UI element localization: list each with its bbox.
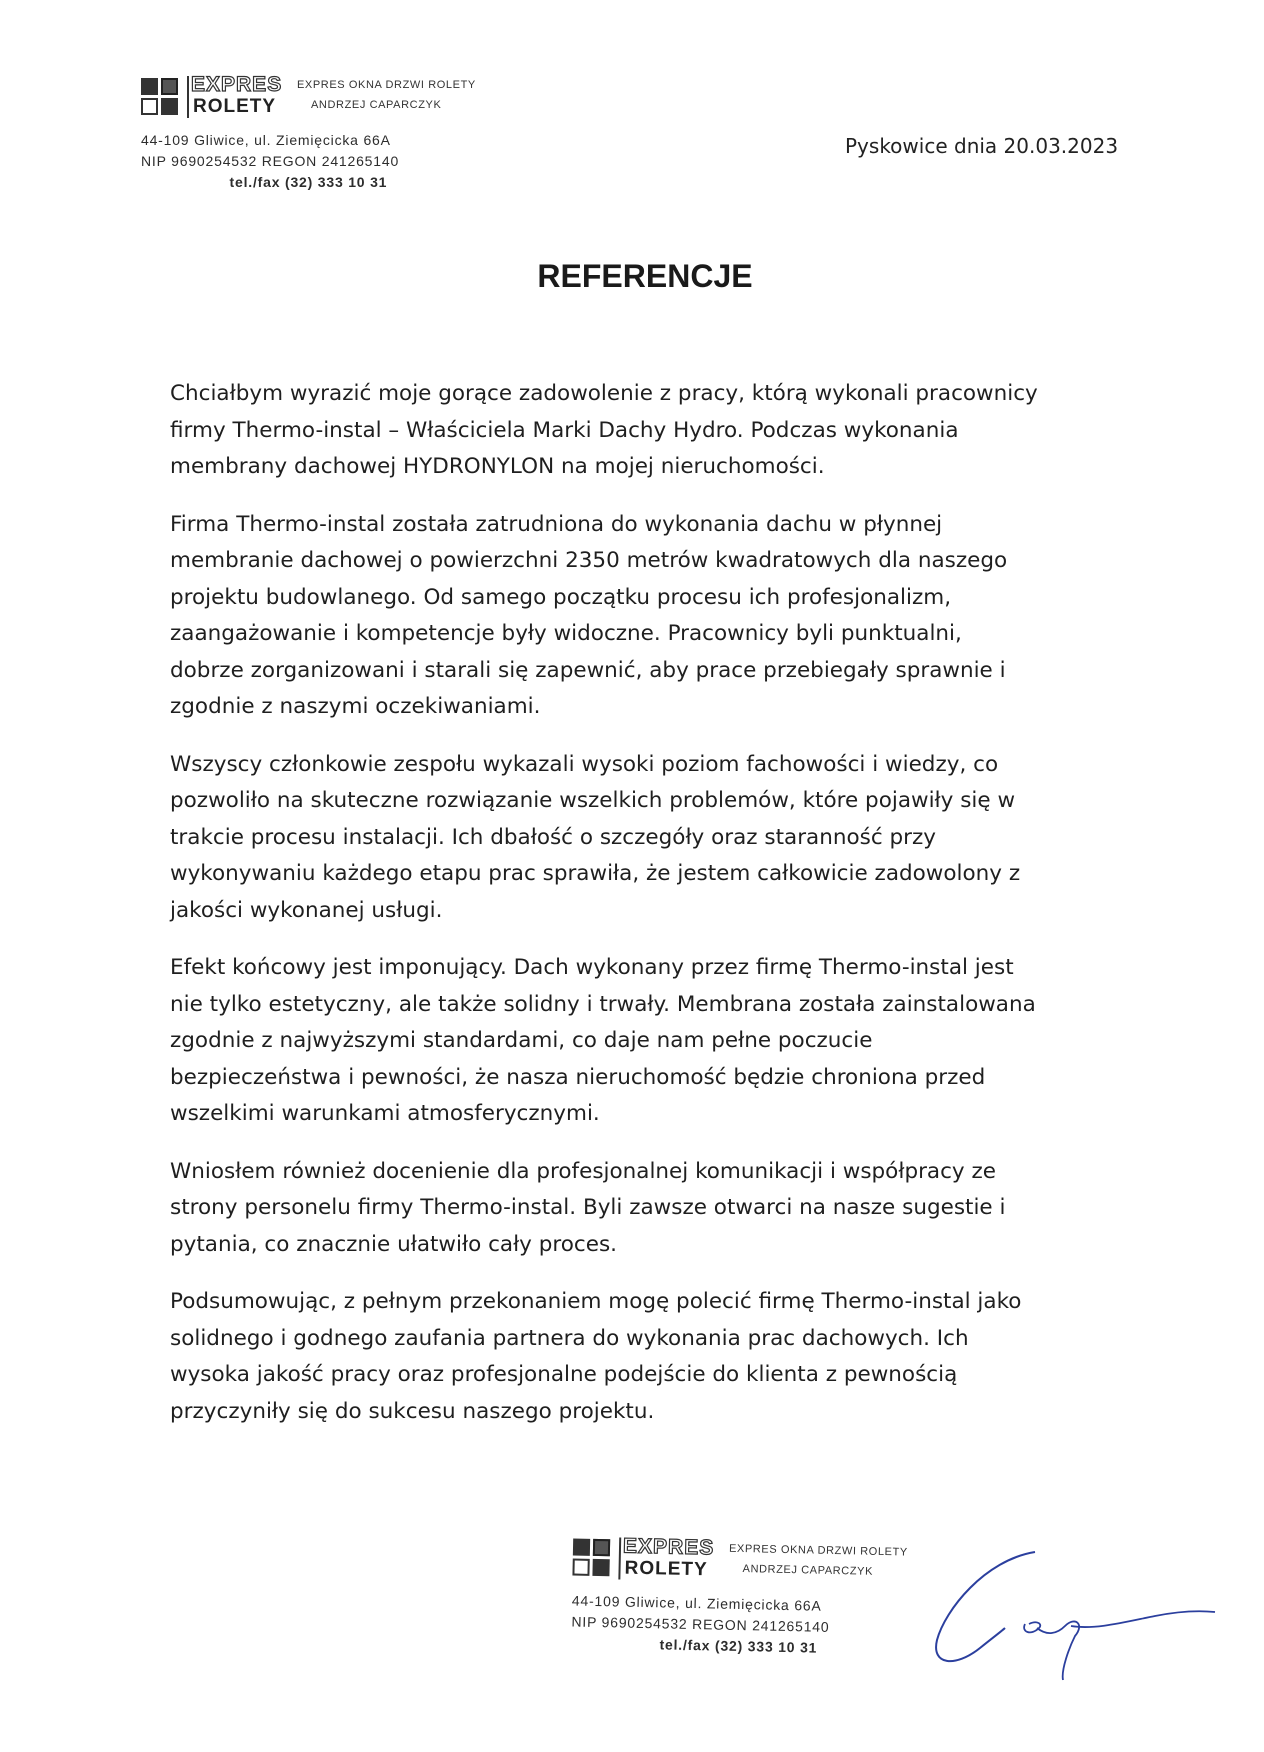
paragraph-line: Podsumowując, z pełnym przekonaniem mogę polecić firmę Thermo-instal jako xyxy=(170,1289,1022,1314)
owner-name: ANDRZEJ CAPARCZYK xyxy=(742,1563,874,1578)
paragraph-line: trakcie procesu instalacji. Ich dbałość o szczegóły oraz staranność przy xyxy=(170,824,936,850)
paragraph-line: firmy Thermo-instal – Właściciela Marki Dachy Hydro. Podczas wykonania xyxy=(170,417,959,443)
letter-paragraph xyxy=(170,1284,1130,1430)
letter-paragraph xyxy=(170,376,1130,486)
paragraph-line: nie tylko estetyczny, ale także solidny i trwały. Membrana została zainstalowana xyxy=(170,991,1036,1017)
company-phone: tel./fax (32) 333 10 31 xyxy=(229,174,388,190)
letter-paragraph xyxy=(170,1154,1130,1264)
paragraph-line: membranie dachowej o powierzchni 2350 metrów kwadratowych dla naszego xyxy=(170,548,1008,573)
company-logo xyxy=(572,1535,721,1584)
company-name: EXPRES OKNA DRZWI ROLETY xyxy=(297,79,476,91)
company-name: EXPRES OKNA DRZWI ROLETY xyxy=(728,1542,908,1559)
paragraph-line: wykonywaniu każdego etapu prac sprawiła, że jestem całkowicie zadowolony z xyxy=(170,861,1021,886)
letter-paragraph xyxy=(170,950,1130,1133)
owner-name: ANDRZEJ CAPARCZYK xyxy=(311,99,442,111)
paragraph-line: membrany dachowej HYDRONYLON na mojej nieruchomości. xyxy=(170,454,825,479)
header-stamp xyxy=(141,74,476,193)
paragraph-line: bezpieczeństwa i pewności, że nasza nieruchomość będzie chroniona przed xyxy=(170,1064,986,1090)
company-logo xyxy=(141,74,289,120)
paragraph-line: solidnego i godnego zaufania partnera do wykonania prac dachowych. Ich xyxy=(170,1325,969,1351)
paragraph-line: przyczyniły się do sukcesu naszego projektu. xyxy=(170,1398,655,1424)
paragraph-line: Chciałbym wyrazić moje gorące zadowolenie z pracy, którą wykonali pracownicy xyxy=(170,381,1038,406)
paragraph-line: zgodnie z najwyższymi standardami, co daje nam pełne poczucie xyxy=(170,1028,873,1053)
paragraph-line: Firma Thermo-instal została zatrudniona do wykonania dachu w płynnej xyxy=(170,511,943,537)
logo-expres-text: EXPRES xyxy=(622,1534,715,1560)
company-address: 44-109 Gliwice, ul. Ziemięcicka 66A xyxy=(571,1592,822,1614)
company-ids: NIP 9690254532 REGON 241265140 xyxy=(141,153,400,169)
letter-paragraph xyxy=(170,507,1130,726)
paragraph-line: projektu budowlanego. Od samego początku procesu ich profesjonalizm, xyxy=(170,584,952,610)
company-phone: tel./fax (32) 333 10 31 xyxy=(659,1636,818,1656)
paragraph-line: Wszyscy członkowie zespołu wykazali wysoki poziom fachowości i wiedzy, co xyxy=(170,751,999,777)
company-ids: NIP 9690254532 REGON 241265140 xyxy=(571,1613,830,1635)
logo-rolety-text: ROLETY xyxy=(624,1557,708,1581)
logo-rolety-text: ROLETY xyxy=(193,96,277,117)
document-date: Pyskowice dnia 20.03.2023 xyxy=(845,134,1119,158)
document-title: REFERENCJE xyxy=(537,258,753,294)
handwritten-signature xyxy=(925,1540,1225,1690)
paragraph-line: pozwoliło na skuteczne rozwiązanie wszelkich problemów, które pojawiły się w xyxy=(170,788,1016,813)
footer-stamp xyxy=(571,1535,908,1661)
paragraph-line: dobrze zorganizowani i starali się zapewnić, aby prace przebiegały sprawnie i xyxy=(170,657,1006,683)
paragraph-line: Efekt końcowy jest imponujący. Dach wykonany przez firmę Thermo-instal jest xyxy=(170,955,1014,980)
paragraph-line: Wniosłem również docenienie dla profesjonalnej komunikacji i współpracy ze xyxy=(170,1158,996,1184)
letter-body xyxy=(170,376,1130,1451)
paragraph-line: pytania, co znacznie ułatwiło cały proces. xyxy=(170,1231,617,1257)
logo-expres-text: EXPRES xyxy=(191,73,283,96)
paragraph-line: wysoka jakość pracy oraz profesjonalne podejście do klienta z pewnością xyxy=(170,1362,958,1387)
paragraph-line: strony personelu firmy Thermo-instal. Byli zawsze otwarci na nasze sugestie i xyxy=(170,1195,1006,1220)
company-address: 44-109 Gliwice, ul. Ziemięcicka 66A xyxy=(141,132,391,148)
paragraph-line: zaangażowanie i kompetencje były widoczne. Pracownicy byli punktualni, xyxy=(170,621,962,646)
paragraph-line: wszelkimi warunkami atmosferycznymi. xyxy=(170,1101,600,1126)
paragraph-line: zgodnie z naszymi oczekiwaniami. xyxy=(170,694,541,719)
letter-paragraph xyxy=(170,747,1130,930)
paragraph-line: jakości wykonanej usługi. xyxy=(170,897,443,923)
